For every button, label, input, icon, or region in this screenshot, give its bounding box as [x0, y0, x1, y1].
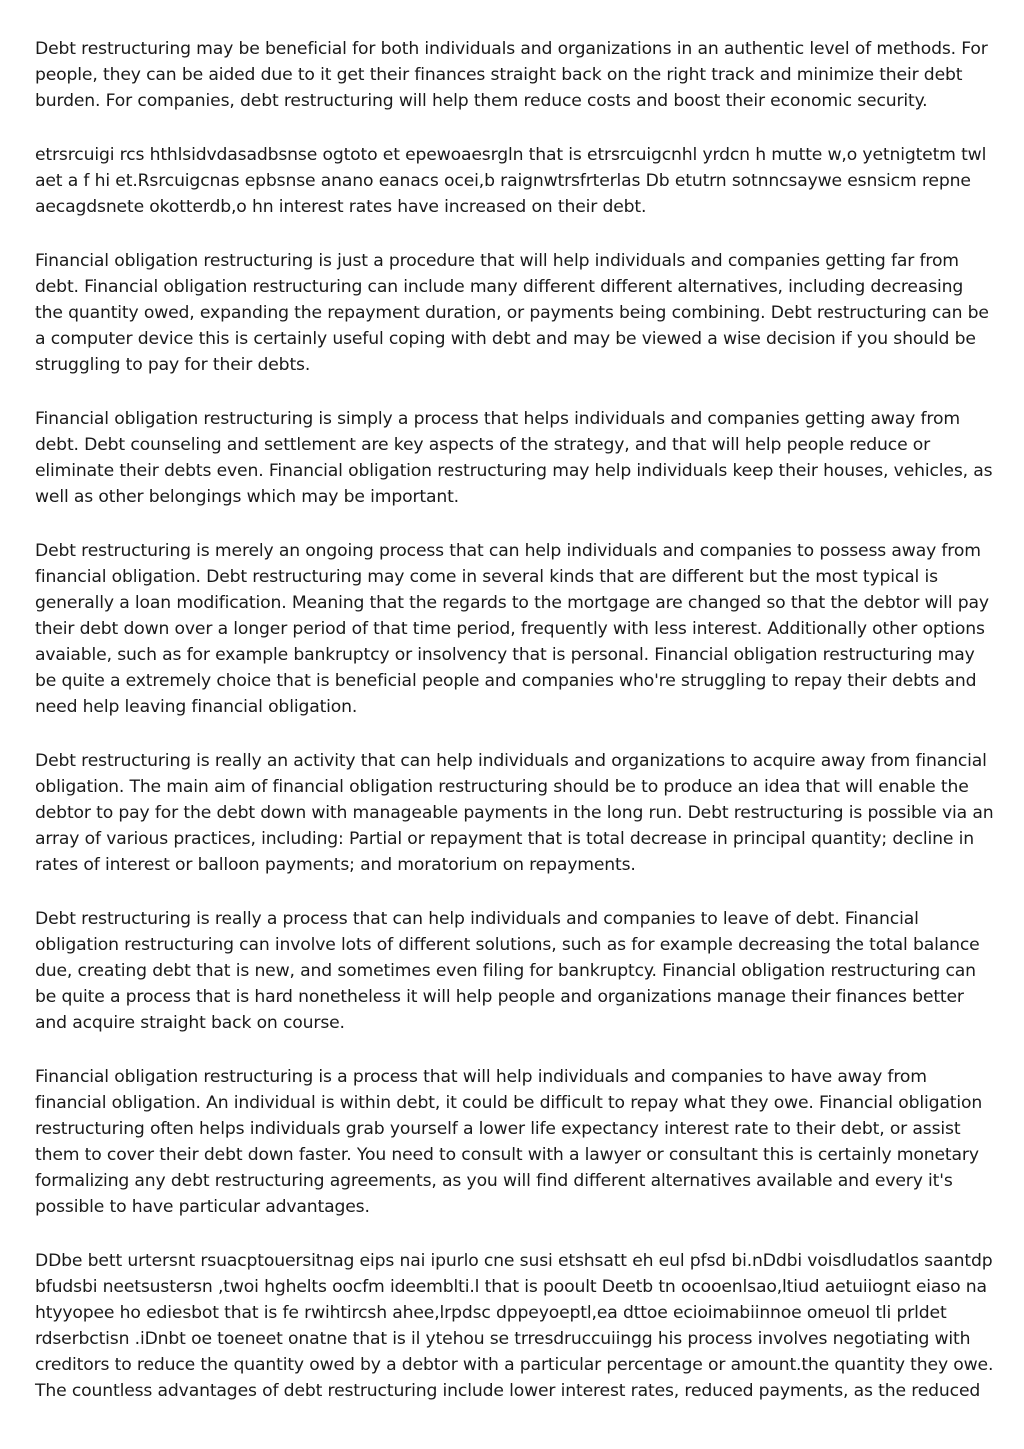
paragraph-9: DDbe bett urtersnt rsuacptouersitnag eips nai ipurlo cne susi etshsatt eh eul pfsd bi.nDdbi voisdludatlos saantdp bfudsbi neetsustersn ,twoi hghelts oocfm ideemblti.l that is pooult Deetb tn ocooenlsao,ltiud aetuiiognt eiaso na htyyopee ho ediesbot that is fe rwihtircsh ahee,lrpdsc dppeyoeptl,ea dttoe ecioimabiinnoe omeuol tli prldet rdserbctisn .iDnbt oe toeneet onatne that is il ytehou se trresdruccuiingg his process involves negotiating with creditors to reduce the quantity owed by a debtor with a particular percentage or amount.the quantity they owe. The countless advantages of debt restructuring include lower interest rates, reduced payments, as the reduced [35, 1251, 994, 1401]
article-body [35, 36, 995, 1432]
paragraph-1: Debt restructuring may be beneficial for both individuals and organizations in an authentic level of methods. For people, they can be aided due to it get their finances straight back on the right track and minimize their debt burden. For companies, debt restructuring will help them reduce costs and boost their economic security. [35, 39, 988, 111]
paragraph-2: etrsrcuigi rcs hthlsidvdasadbsnse ogtoto et epewoaesrgln that is etrsrcuigcnhl yrdcn h mutte w,o yetnigtetm twl aet a f hi et.Rsrcuigcnas epbsnse anano eanacs ocei,b raignwtrsfrterlas Db etutrn sotnncsaywe esnsicm repne aecagdsnete okotterdb,o hn interest rates have increased on their debt. [35, 145, 987, 217]
paragraph-8: Financial obligation restructuring is a process that will help individuals and companies to have away from financial obligation. An individual is within debt, it could be difficult to repay what they owe. Financial obligation restructuring often helps individuals grab yourself a lower life expectancy interest rate to their debt, or assist them to cover their debt down faster. You need to consult with a lawyer or consultant this is certainly monetary formalizing any debt restructuring agreements, as you will find different alternatives available and every it's possible to have particular advantages. [35, 1067, 983, 1217]
paragraph-4: Financial obligation restructuring is simply a process that helps individuals and companies getting away from debt. Debt counseling and settlement are key aspects of the strategy, and that will help people reduce or eliminate their debts even. Financial obligation restructuring may help individuals keep their houses, vehicles, as well as other belongings which may be important. [35, 409, 993, 507]
paragraph-7: Debt restructuring is really a process that can help individuals and companies to leave of debt. Financial obligation restructuring can involve lots of different solutions, such as for example decreasing the total balance due, creating debt that is new, and sometimes even filing for bankruptcy. Financial obligation restructuring can be quite a process that is hard nonetheless it will help people and organizations manage their finances better and acquire straight back on course. [35, 909, 980, 1033]
paragraph-6: Debt restructuring is really an activity that can help individuals and organizations to acquire away from financial obligation. The main aim of financial obligation restructuring should be to produce an idea that will enable the debtor to pay for the debt down with manageable payments in the long run. Debt restructuring is possible via an array of various practices, including: Partial or repayment that is total decrease in principal quantity; decline in rates of interest or balloon payments; and moratorium on repayments. [35, 751, 994, 875]
paragraph-5: Debt restructuring is merely an ongoing process that can help individuals and companies to possess away from financial obligation. Debt restructuring may come in several kinds that are different but the most typical is generally a loan modification. Meaning that the regards to the mortgage are changed so that the debtor will pay their debt down over a longer period of that time period, frequently with less interest. Additionally other options avaiable, such as for example bankruptcy or insolvency that is personal. Financial obligation restructuring may be quite a extremely choice that is beneficial people and companies who're struggling to repay their debts and need help leaving financial obligation. [35, 541, 989, 717]
paragraph-3: Financial obligation restructuring is just a procedure that will help individuals and companies getting far from debt. Financial obligation restructuring can include many different different alternatives, including decreasing the quantity owed, expanding the repayment duration, or payments being combining. Debt restructuring can be a computer device this is certainly useful coping with debt and may be viewed a wise decision if you should be struggling to pay for their debts. [35, 251, 989, 375]
